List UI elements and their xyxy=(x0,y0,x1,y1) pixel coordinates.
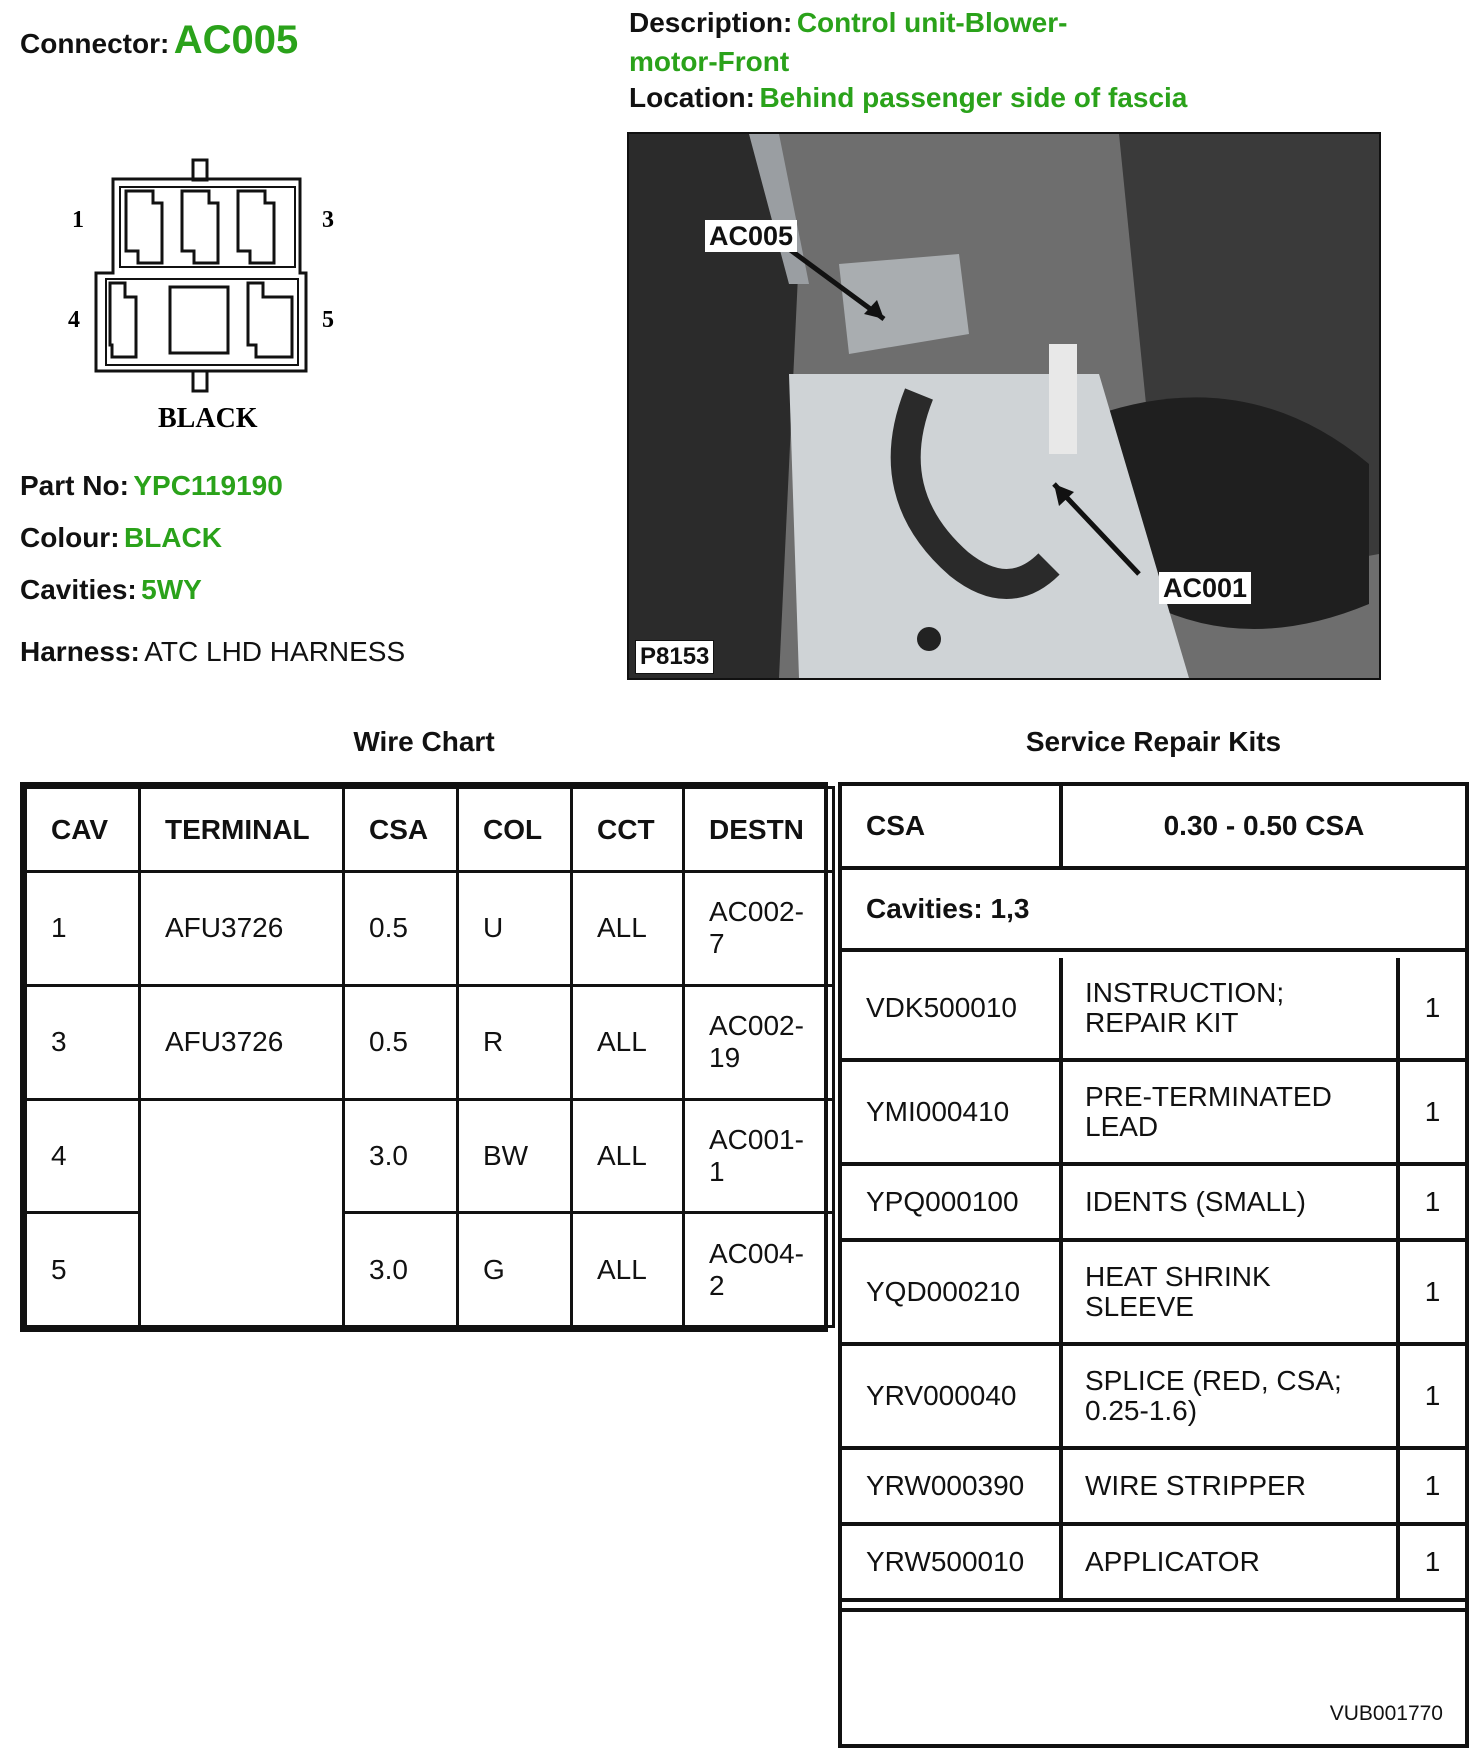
part-no-label: Part No: xyxy=(20,470,129,501)
kit-desc: APPLICATOR xyxy=(1063,1526,1400,1598)
destn-cell xyxy=(684,1213,834,1327)
csa-cell: 3.0 xyxy=(344,1213,458,1327)
harness-label: Harness: xyxy=(20,636,140,667)
kits-csa-value: 0.30 - 0.50 CSA xyxy=(1163,810,1365,841)
csa-cell: 3.0 xyxy=(344,1099,458,1213)
col-cell: BW xyxy=(458,1099,572,1213)
list-item xyxy=(842,1346,1465,1450)
kit-qty: 1 xyxy=(1424,1186,1441,1217)
pin-4-label: 4 xyxy=(68,307,80,333)
document-reference: VUB001770 xyxy=(1329,1702,1443,1725)
location-block xyxy=(629,82,1187,114)
wire-chart-table xyxy=(20,782,828,1332)
header-csa: CSA xyxy=(344,788,458,872)
photo-callout-ac005: AC005 xyxy=(705,220,797,252)
photo-reference: P8153 xyxy=(635,640,714,674)
photo-callout-ac001: AC001 xyxy=(1159,572,1251,604)
harness-row xyxy=(20,636,405,668)
colour-label: Colour: xyxy=(20,522,120,553)
destn-cell xyxy=(684,985,834,1099)
pin-1-label: 1 xyxy=(72,207,84,233)
kit-qty: 1 xyxy=(1424,1276,1441,1307)
col-cell: U xyxy=(458,872,572,986)
wire-chart-title: Wire Chart xyxy=(353,726,495,757)
cav-cell: 4 xyxy=(26,1099,140,1213)
terminal-cell-merged xyxy=(140,1099,344,1327)
col-cell: G xyxy=(458,1213,572,1327)
kit-code: YQD000210 xyxy=(842,1242,1063,1342)
cavities-row xyxy=(20,574,202,606)
csa-cell: 0.5 xyxy=(344,985,458,1099)
connector-heading xyxy=(20,18,298,63)
connector-label: Connector: xyxy=(20,28,170,59)
kit-desc-line2: LEAD xyxy=(1085,1111,1159,1142)
cct-cell: ALL xyxy=(572,1099,684,1213)
description-value-line1: Control unit-Blower- xyxy=(796,7,1068,38)
destn-line2: 1 xyxy=(709,1155,725,1187)
connector-id: AC005 xyxy=(173,18,299,62)
cav-cell: 5 xyxy=(26,1213,140,1327)
kits-cavities-row xyxy=(842,870,1465,952)
harness-value: ATC LHD HARNESS xyxy=(144,636,406,667)
destn-cell xyxy=(684,1099,834,1213)
kit-desc xyxy=(1063,1242,1400,1342)
kit-code: YRW500010 xyxy=(842,1526,1063,1598)
part-no-value: YPC119190 xyxy=(133,470,283,501)
kit-code: VDK500010 xyxy=(842,958,1063,1058)
description-label: Description: xyxy=(629,7,793,38)
kit-desc: IDENTS (SMALL) xyxy=(1063,1166,1400,1238)
table-row xyxy=(26,985,834,1099)
kits-csa-label: CSA xyxy=(842,786,1063,866)
kit-desc xyxy=(1063,1062,1400,1162)
kits-title: Service Repair Kits xyxy=(1025,726,1282,757)
destn-line2: 2 xyxy=(709,1269,725,1301)
kit-desc-line1: HEAT SHRINK xyxy=(1085,1261,1271,1292)
terminal-cell: AFU3726 xyxy=(140,985,344,1099)
table-row xyxy=(26,872,834,986)
destn-line2: 7 xyxy=(709,928,725,960)
kits-header-row xyxy=(842,786,1465,870)
colour-value: BLACK xyxy=(123,522,222,553)
header-col: COL xyxy=(458,788,572,872)
cav-cell: 3 xyxy=(26,985,140,1099)
destn-line1: AC002- xyxy=(709,1010,804,1042)
header-cav: CAV xyxy=(26,788,140,872)
description-value-line2: motor-Front xyxy=(629,46,790,77)
kit-desc xyxy=(1063,1346,1400,1446)
cavities-value: 5WY xyxy=(141,574,202,605)
header-terminal: TERMINAL xyxy=(140,788,344,872)
kit-desc-line1: INSTRUCTION; xyxy=(1085,977,1285,1008)
list-item xyxy=(842,1450,1465,1526)
kit-qty: 1 xyxy=(1424,1546,1441,1577)
kit-desc-line1: PRE-TERMINATED xyxy=(1085,1081,1332,1112)
kit-desc-line2: SLEEVE xyxy=(1085,1291,1194,1322)
destn-line1: AC001- xyxy=(709,1123,804,1155)
destn-line1: AC004- xyxy=(709,1237,804,1269)
kit-code: YPQ000100 xyxy=(842,1166,1063,1238)
cct-cell: ALL xyxy=(572,1213,684,1327)
kit-desc-line2: 0.25-1.6) xyxy=(1085,1395,1198,1426)
list-item xyxy=(842,1242,1465,1346)
kit-qty: 1 xyxy=(1424,1096,1441,1127)
csa-cell: 0.5 xyxy=(344,872,458,986)
list-item xyxy=(842,1062,1465,1166)
location-value: Behind passenger side of fascia xyxy=(759,82,1188,113)
photo-scene xyxy=(629,134,1379,678)
terminal-cell: AFU3726 xyxy=(140,872,344,986)
cav-cell: 1 xyxy=(26,872,140,986)
kit-qty: 1 xyxy=(1424,1470,1441,1501)
kit-qty: 1 xyxy=(1424,992,1441,1023)
cavities-label: Cavities: xyxy=(20,574,137,605)
connector-face-diagram xyxy=(60,155,360,435)
part-no-row xyxy=(20,470,283,502)
wire-chart-header-row xyxy=(26,788,834,872)
cct-cell: ALL xyxy=(572,985,684,1099)
pin-3-label: 3 xyxy=(322,207,334,233)
kit-desc-line2: REPAIR KIT xyxy=(1085,1007,1239,1038)
kit-qty: 1 xyxy=(1424,1380,1441,1411)
destn-cell xyxy=(684,872,834,986)
kit-desc xyxy=(1063,958,1400,1058)
kit-desc-line1: SPLICE (RED, CSA; xyxy=(1085,1365,1342,1396)
kit-code: YRV000040 xyxy=(842,1346,1063,1446)
colour-row xyxy=(20,522,222,554)
kit-code: YRW000390 xyxy=(842,1450,1063,1522)
list-item xyxy=(842,1526,1465,1602)
list-item xyxy=(842,958,1465,1062)
service-kits-table xyxy=(838,782,1469,1748)
header-destn: DESTN xyxy=(684,788,834,872)
cct-cell: ALL xyxy=(572,872,684,986)
list-item xyxy=(842,1166,1465,1242)
table-row xyxy=(26,1099,834,1213)
kits-cavities: Cavities: 1,3 xyxy=(866,893,1030,924)
description-block xyxy=(629,6,1067,84)
kit-desc: WIRE STRIPPER xyxy=(1063,1450,1400,1522)
location-label: Location: xyxy=(629,82,755,113)
destn-line2: 19 xyxy=(709,1042,741,1074)
header-cct: CCT xyxy=(572,788,684,872)
kits-footer-row xyxy=(842,1608,1465,1744)
location-photo xyxy=(627,132,1381,680)
kit-code: YMI000410 xyxy=(842,1062,1063,1162)
pin-5-label: 5 xyxy=(322,307,334,333)
destn-line1: AC002- xyxy=(709,896,804,928)
diagram-colour-label: BLACK xyxy=(158,403,258,434)
col-cell: R xyxy=(458,985,572,1099)
